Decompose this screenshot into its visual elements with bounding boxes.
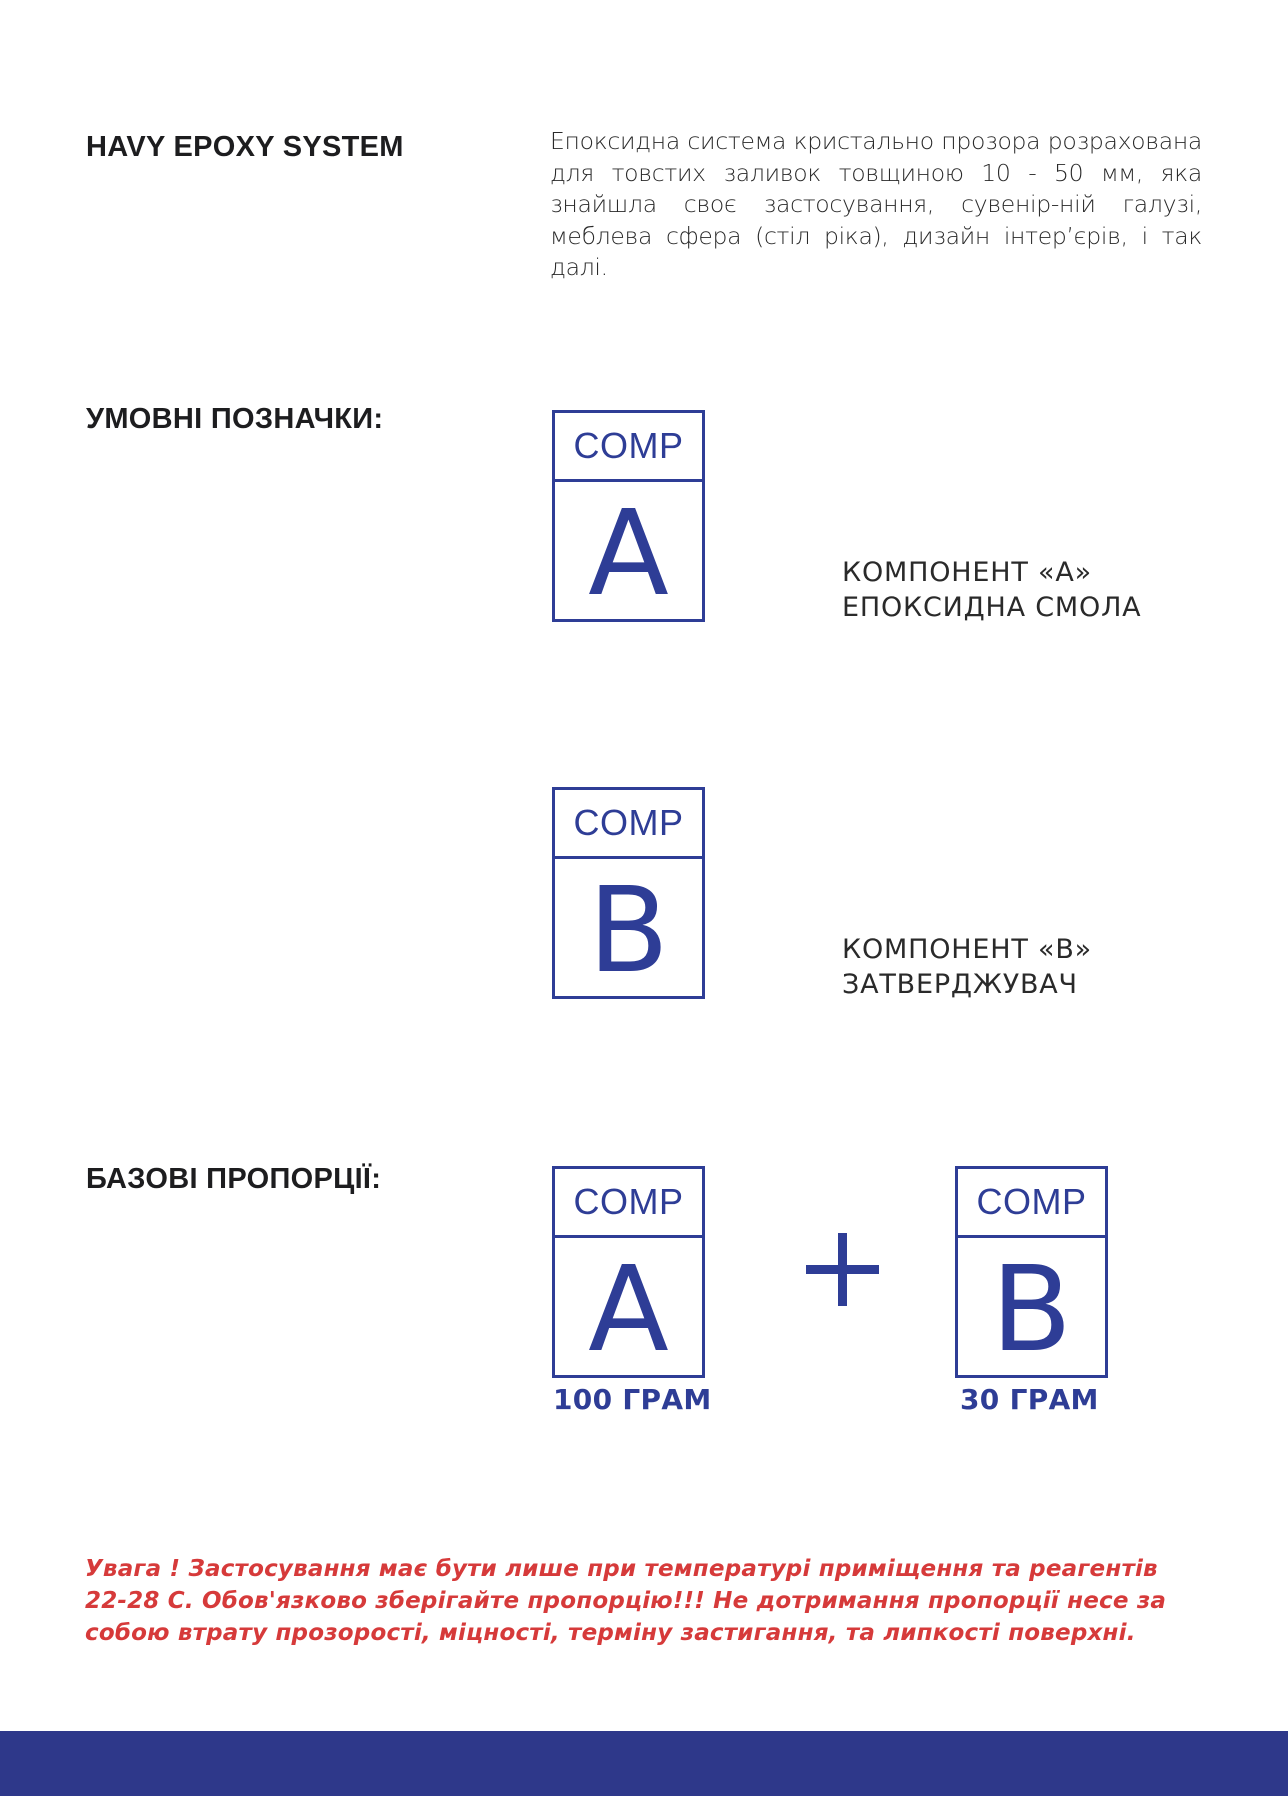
component-b-badge-label: COMP: [555, 790, 702, 859]
proportions-title: БАЗОВІ ПРОПОРЦІЇ:: [86, 1163, 382, 1195]
component-a-badge: [552, 410, 705, 622]
component-a-description: [842, 555, 1141, 625]
footer-band: [0, 1731, 1288, 1796]
product-description: Епоксидна система кристально прозора розрахована для товстих заливок товщиною 10 - 50 мм, яка знайшла своє застосування, сувенір-ній галузі, меблева сфера (стіл ріка), дизайн інтер’єрів, і так далі.: [550, 127, 1202, 281]
proportion-component-b-badge: [955, 1166, 1108, 1378]
component-b-type: ЗАТВЕРДЖУВАЧ: [842, 969, 1078, 1000]
component-b-badge: [552, 787, 705, 999]
component-a-type: ЕПОКСИДНА СМОЛА: [842, 592, 1142, 623]
component-a-badge-label: COMP: [555, 413, 702, 482]
proportion-b-badge-letter: B: [991, 1239, 1072, 1378]
proportion-b-amount: 30 ГРАМ: [960, 1383, 1099, 1416]
component-b-description: [842, 932, 1092, 1002]
proportion-a-badge-label: COMP: [555, 1169, 702, 1238]
proportion-component-a-badge: [552, 1166, 705, 1378]
plus-icon: [806, 1233, 879, 1306]
proportion-a-amount: 100 ГРАМ: [553, 1383, 712, 1416]
component-a-badge-letter: A: [588, 483, 669, 622]
product-title: HAVY EPOXY SYSTEM: [86, 131, 404, 163]
component-a-name: КОМПОНЕНТ «А»: [842, 557, 1092, 588]
component-b-name: КОМПОНЕНТ «В»: [842, 934, 1092, 965]
warning-line-3: собою втрату прозорості, міцності, терміну застигання, та липкості поверхні.: [85, 1620, 1136, 1646]
proportion-a-badge-letter: A: [588, 1239, 669, 1378]
warning-line-1: Увага ! Застосування має бути лише при температурі приміщення та реагентів: [85, 1556, 1158, 1582]
proportion-b-badge-label: COMP: [958, 1169, 1105, 1238]
legend-title: УМОВНІ ПОЗНАЧКИ:: [86, 403, 384, 435]
warning-line-2: 22-28 С. Обов'язково зберігайте пропорцію!!! Не дотримання пропорції несе за: [85, 1588, 1167, 1614]
warning-notice: [85, 1553, 1220, 1649]
component-b-badge-letter: B: [588, 860, 669, 999]
